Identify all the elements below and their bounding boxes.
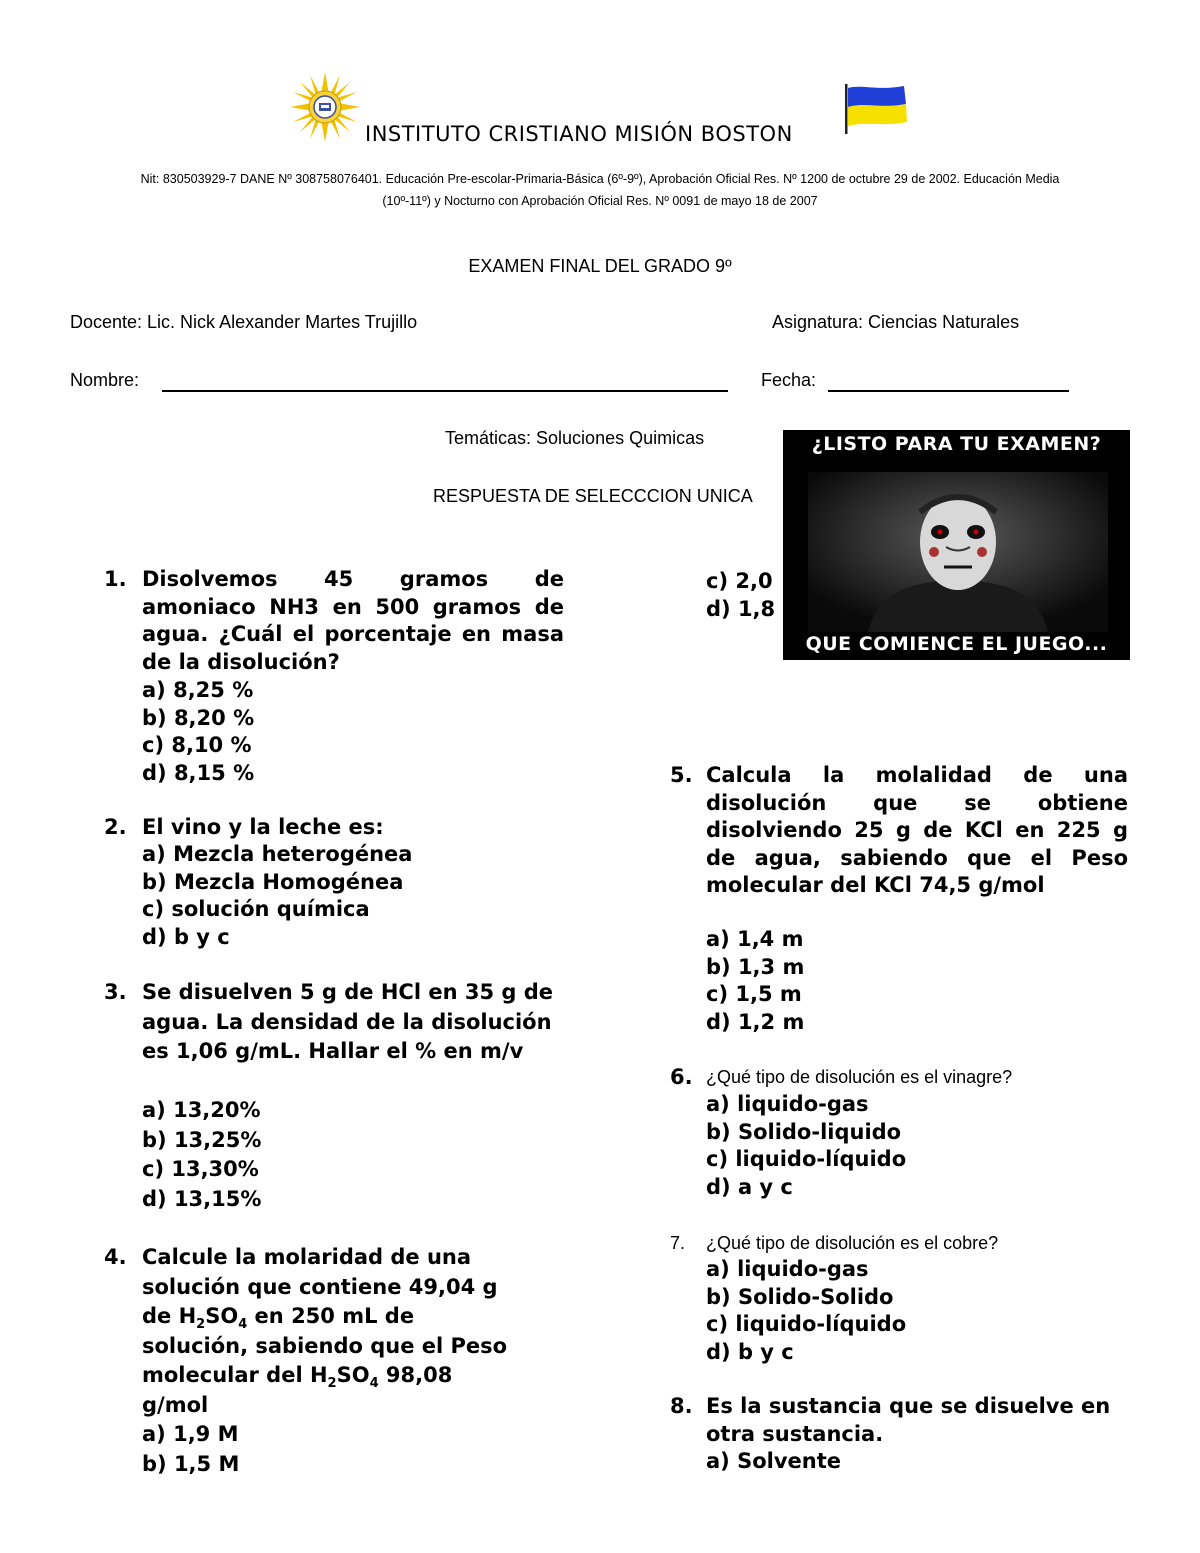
question-number: 2. [104, 815, 127, 839]
question-text: ¿Qué tipo de disolución es el vinagre? [706, 1067, 1013, 1087]
option-d[interactable]: d) 1,8 [706, 596, 776, 621]
question-6-options [706, 1091, 906, 1201]
question-4 [104, 1243, 564, 1420]
question-text: Calcula la molalidad de una disolución que se obtiene disolviendo 25 g de KCl en 225 g de agua, sabiendo que el Peso molecular del KCl 74,5 g/mol [706, 763, 1128, 897]
question-3-options [142, 1096, 261, 1214]
question-number: 5. [670, 763, 693, 787]
option-d[interactable]: d) b y c [706, 1339, 794, 1364]
question-1 [104, 566, 564, 676]
subscript: 2 [196, 1317, 206, 1333]
option-c[interactable]: c) 8,10 % [142, 733, 252, 757]
institution-registration [70, 168, 1130, 212]
option-c[interactable]: c) liquido-líquido [706, 1147, 907, 1171]
subscript: 2 [327, 1376, 337, 1392]
option-a[interactable]: a) liquido-gas [706, 1092, 869, 1116]
option-b[interactable]: b) 13,25% [142, 1127, 262, 1152]
question-8 [670, 1393, 1130, 1448]
question-7 [670, 1230, 1128, 1258]
option-d[interactable]: d) a y c [706, 1174, 793, 1199]
question-line: Calcule la molaridad de una [142, 1245, 472, 1269]
subject-label: Asignatura: Ciencias Naturales [772, 312, 1020, 332]
jigsaw-puppet-icon [808, 472, 1108, 632]
registration-line-2: (10º-11º) y Nocturno con Aprobación Oficial Res. Nº 0091 de mayo 18 de 2007 [382, 194, 818, 208]
question-number: 6. [670, 1065, 693, 1089]
text-part: de H [142, 1304, 197, 1328]
option-b[interactable]: b) 1,3 m [706, 954, 805, 979]
option-d[interactable]: d) b y c [142, 924, 230, 949]
meme-bottom-text: QUE COMIENCE EL JUEGO... [805, 633, 1108, 655]
question-text: El vino y la leche es: [142, 815, 384, 839]
question-text [142, 1243, 564, 1420]
registration-line-1: Nit: 830503929-7 DANE Nº 308758076401. Educación Pre-escolar-Primaria-Básica (6º-9º), Aprobación Oficial Res. Nº 1200 de octubre 29 de 2002. Educación Media [140, 172, 1060, 186]
option-c[interactable]: c) 13,30% [142, 1157, 259, 1181]
option-b[interactable]: b) Mezcla Homogénea [142, 869, 404, 894]
option-d[interactable]: d) 13,15% [142, 1186, 262, 1211]
subscript: 4 [369, 1376, 379, 1392]
question-3 [104, 978, 554, 1067]
date-label: Fecha: [761, 370, 817, 390]
question-text: Disolvemos 45 gramos de amoniaco NH3 en 500 gramos de agua. ¿Cuál el porcentaje en masa de la disolución? [142, 567, 564, 674]
question-text: ¿Qué tipo de disolución es el cobre? [706, 1233, 999, 1253]
sun-seal-icon [290, 72, 360, 142]
question-7-options [706, 1256, 906, 1366]
option-a[interactable]: a) 8,25 % [142, 678, 254, 702]
question-number: 7. [670, 1233, 686, 1253]
option-c[interactable]: c) solución química [142, 897, 370, 921]
text-part: en 250 mL de [247, 1304, 415, 1328]
option-a[interactable]: a) Solvente [706, 1449, 841, 1473]
exam-title: EXAMEN FINAL DEL GRADO 9º [468, 256, 732, 276]
option-b[interactable]: b) Solido-Solido [706, 1284, 894, 1309]
question-number: 1. [104, 567, 127, 591]
question-line: solución que contiene 49,04 g [142, 1274, 498, 1299]
option-a[interactable]: a) 13,20% [142, 1098, 261, 1122]
question-text: Es la sustancia que se disuelve en otra sustancia. [706, 1394, 1111, 1446]
option-b[interactable]: b) 8,20 % [142, 705, 255, 730]
option-c[interactable]: c) liquido-líquido [706, 1312, 907, 1336]
question-line: solución, sabiendo que el Peso [142, 1333, 508, 1358]
question-5-options [706, 926, 804, 1036]
question-number: 8. [670, 1394, 693, 1418]
option-c[interactable]: c) 1,5 m [706, 982, 802, 1006]
question-2 [104, 814, 564, 842]
name-blank-line[interactable] [162, 390, 728, 392]
text-part: 98,08 [378, 1363, 453, 1387]
option-c[interactable]: c) 2,0 [706, 569, 773, 593]
name-label: Nombre: [70, 370, 140, 390]
option-a[interactable]: a) liquido-gas [706, 1257, 869, 1281]
topics-label: Temáticas: Soluciones Quimicas [445, 428, 705, 448]
option-a[interactable]: a) 1,9 M [142, 1422, 239, 1446]
institution-name: INSTITUTO CRISTIANO MISIÓN BOSTON [365, 122, 793, 146]
option-b[interactable]: b) 1,5 M [142, 1451, 240, 1476]
question-text: Se disuelven 5 g de HCl en 35 g de agua. La densidad de la disolución es 1,06 g/mL. Hallar el % en m/v [142, 980, 553, 1063]
question-5 [670, 762, 1128, 900]
option-d[interactable]: d) 1,2 m [706, 1009, 805, 1034]
option-d[interactable]: d) 8,15 % [142, 760, 255, 785]
answer-mode-label: RESPUESTA DE SELECCCION UNICA [433, 486, 753, 506]
question-4-options [142, 1420, 239, 1479]
question-6 [670, 1064, 1128, 1092]
question-number: 4. [104, 1245, 127, 1269]
option-b[interactable]: b) Solido-liquido [706, 1119, 902, 1144]
question-line [142, 1361, 564, 1391]
teacher-label: Docente: Lic. Nick Alexander Martes Trujillo [70, 312, 418, 332]
exam-meme-image [783, 430, 1130, 660]
question-4-options-continued [706, 568, 775, 623]
question-8-options [706, 1448, 841, 1476]
subscript: 4 [238, 1317, 248, 1333]
question-1-options [142, 677, 254, 787]
question-2-options [142, 841, 412, 951]
option-a[interactable]: a) Mezcla heterogénea [142, 842, 413, 866]
question-line: g/mol [142, 1392, 209, 1417]
question-line [142, 1302, 564, 1332]
blue-yellow-flag-icon [842, 82, 910, 138]
meme-top-text: ¿LISTO PARA TU EXAMEN? [811, 433, 1102, 455]
text-part: SO [205, 1304, 239, 1328]
text-part: SO [336, 1363, 370, 1387]
option-a[interactable]: a) 1,4 m [706, 927, 804, 951]
text-part: molecular del H [142, 1363, 328, 1387]
question-number: 3. [104, 980, 127, 1004]
date-blank-line[interactable] [828, 390, 1069, 392]
